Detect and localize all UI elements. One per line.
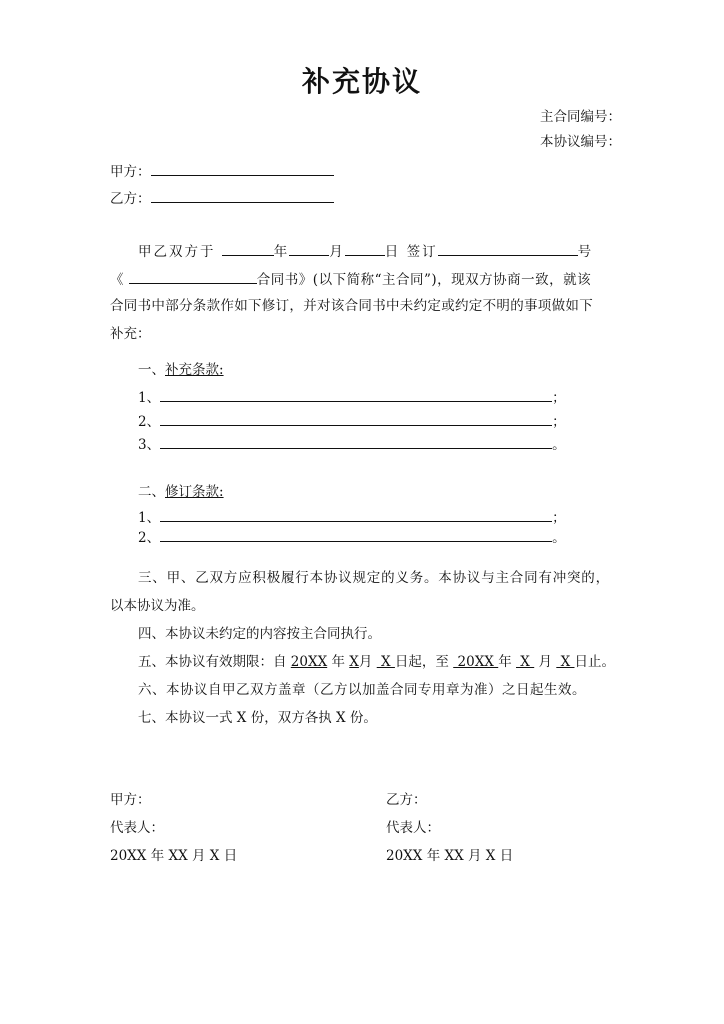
section-1-item xyxy=(138,387,566,407)
start-month: X xyxy=(349,654,359,670)
item-number: 1、 xyxy=(138,510,161,526)
clause-text: 年 xyxy=(498,654,516,670)
party-b-field xyxy=(110,188,334,208)
signature-date-b: 20XX 年 XX 月 X 日 xyxy=(386,848,514,864)
clause-5 xyxy=(138,653,615,671)
end-month: X xyxy=(516,654,535,670)
clause-text: 日止。 xyxy=(574,654,615,670)
document-title: 补充协议 xyxy=(301,65,422,98)
section-2-item xyxy=(138,527,566,547)
clause-text: 五、本协议有效期限：自 xyxy=(138,654,291,670)
item-number: 2、 xyxy=(138,414,161,430)
item-end: 。 xyxy=(552,437,566,453)
clause-text: 月 xyxy=(358,654,377,670)
item-end: ； xyxy=(552,510,566,526)
clause-7: 七、本协议一式 X 份，双方各执 X 份。 xyxy=(138,710,377,726)
start-day: X xyxy=(376,654,395,670)
agreement-number-label: 本协议编号： xyxy=(540,134,621,150)
clause-3-line-2: 以本协议为准。 xyxy=(110,598,205,614)
section-prefix: 二、 xyxy=(138,484,165,500)
section-title: 补充条款: xyxy=(165,362,224,378)
intro-line-4: 补充： xyxy=(110,326,151,342)
section-2-heading xyxy=(138,483,224,501)
signature-representative-b: 代表人： xyxy=(386,820,440,836)
main-contract-number-label: 主合同编号： xyxy=(540,109,621,125)
party-a-label: 甲方： xyxy=(110,164,151,180)
section-title: 修订条款: xyxy=(165,484,224,500)
party-b-label: 乙方： xyxy=(110,191,151,207)
clause-3-line-1: 三、甲、乙双方应积极履行本协议规定的义务。本协议与主合同有冲突的， xyxy=(138,570,610,586)
signature-representative-a: 代表人： xyxy=(110,820,164,836)
month-label: 月 xyxy=(329,244,345,260)
section-2-item xyxy=(138,507,566,527)
clause-text: 月 xyxy=(534,654,557,670)
section-1-heading xyxy=(138,361,224,379)
section-1-item xyxy=(138,434,566,454)
intro-text: 甲乙双方于 xyxy=(138,244,216,260)
clause-6: 六、本协议自甲乙双方盖章（乙方以加盖合同专用章为准）之日起生效。 xyxy=(138,682,586,698)
party-a-blank xyxy=(151,161,334,176)
intro-line-2 xyxy=(110,269,591,289)
section-prefix: 一、 xyxy=(138,362,165,378)
intro-text: 《 xyxy=(110,272,124,288)
item-number: 3、 xyxy=(138,437,161,453)
day-label: 日 签订 xyxy=(384,244,438,260)
intro-line-1 xyxy=(138,241,593,261)
start-year: 20XX xyxy=(290,654,328,670)
section-1-item xyxy=(138,411,566,431)
signature-party-a: 甲方： xyxy=(110,792,151,808)
end-day: X xyxy=(556,654,575,670)
intro-text: 合同书》(以下简称“主合同”)，现双方协商一致，就该 xyxy=(256,272,592,288)
item-number: 1、 xyxy=(138,390,161,406)
year-label: 年 xyxy=(273,244,290,260)
end-year: 20XX xyxy=(453,654,499,670)
signature-date-a: 20XX 年 XX 月 X 日 xyxy=(110,848,238,864)
item-end: ； xyxy=(552,414,566,430)
clause-4: 四、本协议未约定的内容按主合同执行。 xyxy=(138,626,381,642)
item-end: 。 xyxy=(552,530,566,546)
number-label: 号 xyxy=(577,244,594,260)
item-end: ； xyxy=(552,390,566,406)
intro-line-3: 合同书中部分条款作如下修订，并对该合同书中未约定或约定不明的事项做如下 xyxy=(110,298,593,314)
clause-text: 日起，至 xyxy=(394,654,454,670)
signature-party-b: 乙方： xyxy=(386,792,427,808)
party-a-field xyxy=(110,161,334,181)
party-b-blank xyxy=(151,188,334,203)
item-number: 2、 xyxy=(138,530,161,546)
clause-text: 年 xyxy=(327,654,350,670)
